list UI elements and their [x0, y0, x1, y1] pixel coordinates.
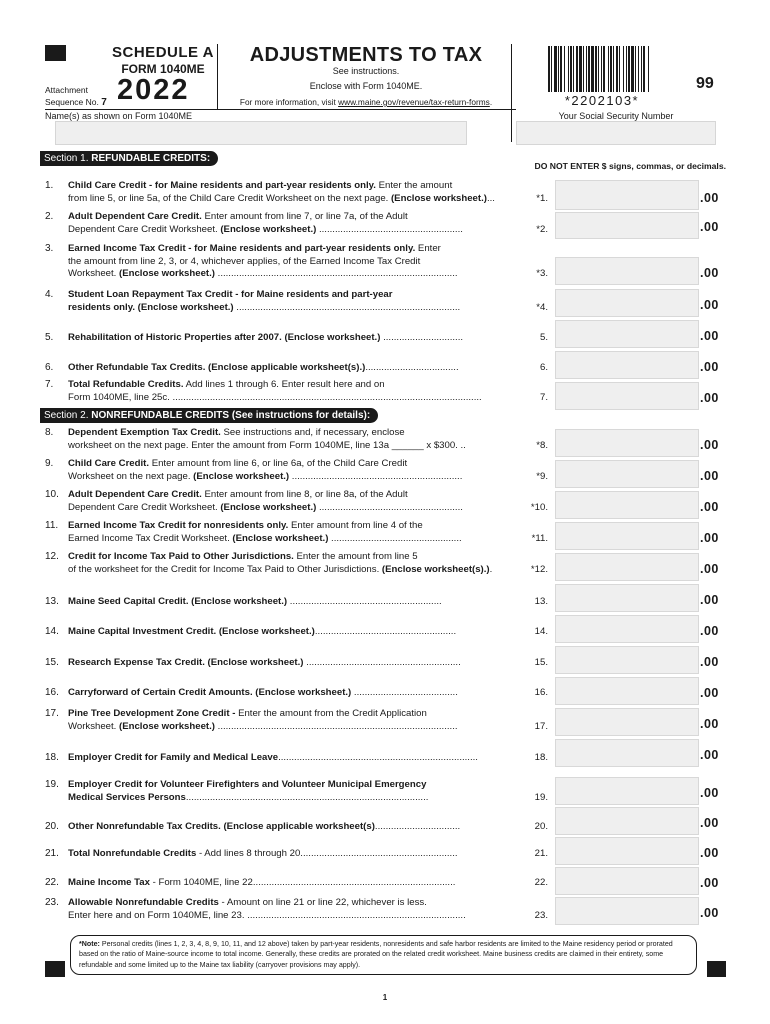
- line-number: 1.: [45, 180, 54, 191]
- line-reference: *8.: [536, 439, 548, 451]
- line-bold-text: Student Loan Repayment Tax Credit - for Maine residents and part-year: [68, 289, 393, 300]
- amount-input-line-20[interactable]: [555, 807, 699, 835]
- line-text: [68, 877, 548, 890]
- line-number: 16.: [45, 687, 59, 698]
- line-reference: 22.: [534, 877, 548, 888]
- line-reference: *9.: [536, 470, 548, 482]
- line-row: [68, 458, 548, 471]
- line-reference: 15.: [534, 657, 548, 668]
- line-plain-text: Enter the amount from line 5: [293, 551, 418, 562]
- leader-dots: ..........................................................................................: [214, 268, 458, 280]
- line-text: [68, 848, 548, 861]
- more-info: [222, 97, 510, 107]
- sequence-label: Sequence No.: [45, 97, 99, 107]
- amount-input-line-6[interactable]: [555, 351, 699, 379]
- amount-input-line-4[interactable]: [555, 289, 699, 317]
- section1-header: [40, 151, 218, 166]
- line-text: [68, 458, 548, 483]
- barcode: [548, 46, 656, 92]
- line-bold-text: Child Care Credit.: [68, 458, 150, 469]
- line-text: [68, 897, 548, 922]
- form-title: ADJUSTMENTS TO TAX: [249, 44, 483, 66]
- cents-label: .00: [700, 191, 719, 205]
- line-row: [68, 821, 526, 834]
- line-reference: 19.: [534, 791, 548, 803]
- leader-dots: ......................................................: [316, 501, 463, 513]
- line-row: [68, 379, 548, 392]
- line-number: 4.: [45, 289, 54, 300]
- line-bold-text: Child Care Credit - for Maine residents and part-year residents only.: [68, 180, 376, 191]
- section2-header: [40, 408, 378, 423]
- line-plain-text: Enter the amount: [375, 180, 453, 191]
- line-plain-text: of the worksheet for the Credit for Income Tax Paid to Other Jurisdictions.: [68, 563, 382, 575]
- line-bold-text: Dependent Exemption Tax Credit.: [68, 427, 221, 438]
- line-number: 12.: [45, 551, 59, 562]
- line-text: [68, 243, 548, 281]
- line-row: [68, 224, 526, 237]
- leader-dots: ...: [486, 192, 495, 204]
- line-reference: 23.: [534, 909, 548, 921]
- line-plain-text: See instructions and, if necessary, enclose: [220, 427, 405, 438]
- cents-label: .00: [700, 655, 719, 669]
- section1-title: REFUNDABLE CREDITS:: [91, 153, 211, 164]
- amount-input-line-7[interactable]: [555, 382, 699, 410]
- line-number: 22.: [45, 877, 59, 888]
- line-bold-text: Earned Income Tax Credit for nonresidents only.: [68, 520, 289, 531]
- line-reference: 20.: [534, 821, 548, 832]
- line-bold-text: Adult Dependent Care Credit.: [68, 489, 202, 500]
- line-row: [68, 193, 526, 206]
- line-bold-text: (Enclose worksheet.): [220, 501, 317, 513]
- barcode-number: *2202103*: [564, 93, 640, 108]
- amount-input-line-15[interactable]: [555, 646, 699, 674]
- line-reference: 7.: [539, 391, 548, 403]
- no-dollar-note: DO NOT ENTER $ signs, commas, or decimals.: [534, 161, 726, 171]
- cents-label: .00: [700, 876, 719, 890]
- amount-input-line-12[interactable]: [555, 553, 699, 581]
- line-text: [68, 332, 548, 345]
- leader-dots: ..........................................................................................: [214, 720, 458, 732]
- line-row: [68, 180, 548, 193]
- line-row: [68, 551, 548, 564]
- line-plain-text: Enter amount from line 8, or line 8a, of the Adult: [201, 489, 408, 500]
- line-number: 7.: [45, 379, 54, 390]
- line-bold-text: Credit for Income Tax Paid to Other Jurisdictions.: [68, 551, 294, 562]
- line-bold-text: (Enclose worksheet.): [390, 192, 487, 204]
- leader-dots: ....................................................................................: [233, 301, 461, 313]
- line-text: [68, 657, 548, 670]
- cents-label: .00: [700, 531, 719, 545]
- cents-label: .00: [700, 748, 719, 762]
- note-text: Personal credits (lines 1, 2, 3, 4, 8, 9, 10, 11, and 12 above) taken by part-year residents, nonresidents and safe harbor residents are limited to the Maine residency period or prorated based on the ratio of Maine-source income to total income. Generally, these credits are prorated on the related credit worksheet. Maine business credits are claimed in their entirety, some refundable and some limited up to the Maine tax liability (carryover provisions may apply).: [79, 940, 673, 969]
- corner-mark-top-left: [45, 45, 66, 61]
- section1-prefix: Section 1.: [44, 153, 92, 164]
- line-bold-text: Other Nonrefundable Tax Credits. (Enclose applicable worksheet(s): [68, 821, 375, 832]
- line-row: [68, 489, 548, 502]
- leader-dots: ..........................................................: [303, 657, 461, 668]
- cents-label: .00: [700, 266, 719, 280]
- line-bold-text: Maine Seed Capital Credit. (Enclose worksheet.): [68, 596, 288, 607]
- line-number: 5.: [45, 332, 54, 343]
- cents-label: .00: [700, 438, 719, 452]
- line-row: [68, 626, 526, 639]
- line-row: [68, 289, 548, 302]
- line-number: 6.: [45, 362, 54, 373]
- more-info-prefix: For more information, visit: [239, 97, 339, 107]
- line-bold-text: Adult Dependent Care Credit.: [68, 211, 202, 222]
- cents-label: .00: [700, 816, 719, 830]
- amount-input-line-14[interactable]: [555, 615, 699, 643]
- line-bold-text: Employer Credit for Family and Medical Leave: [68, 752, 279, 763]
- line-plain-text: Dependent Care Credit Worksheet.: [68, 501, 221, 513]
- line-row: [68, 897, 548, 910]
- amount-input-line-8[interactable]: [555, 429, 699, 457]
- corner-mark-bottom-left: [45, 961, 65, 977]
- cents-label: .00: [700, 298, 719, 312]
- line-bold-text: Maine Income Tax: [68, 877, 150, 888]
- amount-input-line-10[interactable]: [555, 491, 699, 519]
- form-code: 99: [696, 75, 714, 92]
- line-reference: *12.: [530, 563, 548, 575]
- line-bold-text: Allowable Nonrefundable Credits: [68, 897, 219, 908]
- line-text: [68, 779, 548, 804]
- line-text: [68, 520, 548, 545]
- line-row: [68, 440, 526, 453]
- line-plain-text: Worksheet on the next page.: [68, 470, 194, 482]
- line-text: [68, 626, 548, 639]
- line-row: [68, 848, 526, 861]
- line-number: 3.: [45, 243, 54, 254]
- line-bold-text: Total Nonrefundable Credits: [68, 848, 197, 859]
- amount-input-line-3[interactable]: [555, 257, 699, 285]
- amount-input-line-17[interactable]: [555, 708, 699, 736]
- sequence-line: [45, 96, 107, 109]
- line-row: [68, 708, 548, 721]
- line-row: [68, 596, 526, 609]
- leader-dots: ...........................................................................: [278, 752, 478, 763]
- section2-prefix: Section 2.: [44, 410, 92, 421]
- line-row: [68, 302, 526, 315]
- line-number: 9.: [45, 458, 54, 469]
- line-row: [68, 752, 526, 765]
- line-text: [68, 489, 548, 514]
- line-bold-text: Research Expense Tax Credit. (Enclose worksheet.): [68, 657, 304, 668]
- line-reference: *11.: [531, 532, 548, 544]
- line-plain-text: Worksheet.: [68, 268, 120, 280]
- amount-input-line-18[interactable]: [555, 739, 699, 767]
- line-reference: 5.: [539, 332, 548, 343]
- line-reference: 6.: [539, 362, 548, 373]
- line-reference: 16.: [534, 687, 548, 698]
- line-plain-text: from line 5, or line 5a, of the Child Care Credit Worksheet on the next page.: [68, 192, 391, 204]
- amount-input-line-13[interactable]: [555, 584, 699, 612]
- line-text: [68, 379, 548, 404]
- leader-dots: .........................................................: [287, 596, 442, 607]
- line-bold-text: (Enclose worksheet(s).): [381, 563, 490, 575]
- line-row: [68, 721, 526, 734]
- note-box: [70, 935, 697, 975]
- more-info-suffix: .: [489, 97, 493, 107]
- amount-input-line-1[interactable]: [555, 180, 699, 210]
- line-text: [68, 708, 548, 733]
- cents-label: .00: [700, 329, 719, 343]
- line-reference: *10.: [530, 501, 548, 513]
- line-number: 19.: [45, 779, 59, 790]
- leader-dots: .....................................................: [314, 626, 457, 637]
- line-reference: 21.: [534, 848, 548, 859]
- corner-mark-bottom-right: [707, 961, 726, 977]
- form-label: FORM 1040ME: [121, 62, 205, 76]
- line-number: 18.: [45, 752, 59, 763]
- leader-dots: ...................................: [365, 362, 459, 373]
- line-plain-text: - Form 1040ME, line 22: [149, 877, 253, 888]
- line-plain-text: Add lines 1 through 6. Enter result here and on: [183, 379, 385, 390]
- line-number: 10.: [45, 489, 59, 500]
- line-bold-text: Medical Services Persons: [68, 791, 186, 803]
- line-number: 8.: [45, 427, 54, 438]
- amount-input-line-9[interactable]: [555, 460, 699, 488]
- line-text: [68, 596, 548, 609]
- line-bold-text: Carryforward of Certain Credit Amounts. (Enclose worksheet.): [68, 687, 352, 698]
- website-link[interactable]: www.maine.gov/revenue/tax-return-forms: [338, 97, 490, 107]
- line-reference: 17.: [534, 720, 548, 732]
- line-row: [68, 564, 526, 577]
- leader-dots: ................................: [374, 821, 461, 832]
- line-number: 11.: [45, 520, 59, 531]
- line-row: [68, 268, 526, 281]
- line-number: 15.: [45, 657, 59, 668]
- line-number: 21.: [45, 848, 59, 859]
- line-bold-text: Other Refundable Tax Credits. (Enclose applicable worksheet(s).): [68, 362, 366, 373]
- line-plain-text: Form 1040ME, line 25c.: [68, 391, 173, 403]
- line-row: [68, 471, 526, 484]
- line-reference: 14.: [534, 626, 548, 637]
- header-divider-1: [217, 44, 218, 110]
- cents-label: .00: [700, 220, 719, 234]
- line-bold-text: (Enclose worksheet.): [232, 532, 329, 544]
- line-number: 14.: [45, 626, 59, 637]
- line-row: [68, 256, 548, 269]
- line-row: [68, 779, 548, 792]
- line-plain-text: the amount from line 2, 3, or 4, whichever applies, of the Earned Income Tax Credit: [68, 255, 421, 267]
- line-row: [68, 657, 526, 670]
- ssn-label: Your Social Security Number: [558, 111, 674, 121]
- amount-input-line-2[interactable]: [555, 212, 699, 239]
- sequence-number: 7: [101, 97, 107, 108]
- line-text: [68, 821, 548, 834]
- attachment-label: Attachment: [45, 85, 88, 95]
- line-reference: 18.: [534, 752, 548, 763]
- line-bold-text: residents only. (Enclose worksheet.): [68, 301, 234, 313]
- line-row: [68, 502, 526, 515]
- cents-label: .00: [700, 717, 719, 731]
- attachment-sequence: [45, 84, 107, 109]
- cents-label: .00: [700, 360, 719, 374]
- header-bottom-rule: [45, 109, 516, 110]
- line-row: [68, 792, 526, 805]
- line-plain-text: - Add lines 8 through 20: [196, 848, 301, 859]
- ssn-input[interactable]: [516, 121, 716, 145]
- line-bold-text: (Enclose worksheet.): [220, 223, 317, 235]
- line-text: [68, 362, 548, 375]
- leader-dots: ...........................................................................................: [185, 791, 429, 803]
- barcode-bar: [649, 46, 650, 92]
- line-row: [68, 392, 526, 405]
- leader-dots: ......................................................: [316, 223, 463, 235]
- name-input[interactable]: [55, 121, 467, 145]
- line-bold-text: Pine Tree Development Zone Credit -: [68, 708, 236, 719]
- line-plain-text: Enter amount from line 7, or line 7a, of the Adult: [201, 211, 408, 222]
- enclose-note: Enclose with Form 1040ME.: [309, 81, 423, 91]
- leader-dots: ...........................................................: [300, 848, 458, 859]
- line-row: [68, 910, 526, 923]
- line-plain-text: Enter here and on Form 1040ME, line 23.: [68, 909, 248, 921]
- line-number: 20.: [45, 821, 59, 832]
- line-row: [68, 533, 526, 546]
- see-instructions: See instructions.: [332, 66, 400, 76]
- line-row: [68, 332, 526, 345]
- line-plain-text: Enter the amount from the Credit Application: [235, 708, 427, 719]
- line-plain-text: Enter amount from line 6, or line 6a, of the Child Care Credit: [149, 458, 408, 469]
- line-plain-text: Enter amount from line 4 of the: [288, 520, 423, 531]
- line-reference: 13.: [534, 596, 548, 607]
- line-text: [68, 211, 548, 236]
- line-plain-text: - Amount on line 21 or line 22, whichever is less.: [218, 897, 427, 908]
- line-text: [68, 752, 548, 765]
- cents-label: .00: [700, 469, 719, 483]
- line-plain-text: Worksheet.: [68, 720, 120, 732]
- line-bold-text: Rehabilitation of Historic Properties after 2007. (Enclose worksheet.): [68, 332, 381, 343]
- schedule-label: SCHEDULE A: [112, 44, 214, 61]
- line-bold-text: Total Refundable Credits.: [68, 379, 184, 390]
- leader-dots: .................................................: [328, 532, 462, 544]
- name-label: Name(s) as shown on Form 1040ME: [45, 111, 193, 121]
- line-reference: *1.: [536, 192, 548, 204]
- leader-dots: ..............................: [380, 332, 464, 343]
- amount-input-line-16[interactable]: [555, 677, 699, 705]
- amount-input-line-11[interactable]: [555, 522, 699, 550]
- line-number: 23.: [45, 897, 59, 908]
- line-plain-text: Enter: [415, 243, 441, 254]
- amount-input-line-19[interactable]: [555, 777, 699, 805]
- leader-dots: ..................................................................................: [247, 909, 466, 921]
- line-row: [68, 243, 548, 256]
- cents-label: .00: [700, 846, 719, 860]
- note-label: *Note:: [79, 940, 100, 948]
- amount-input-line-5[interactable]: [555, 320, 699, 348]
- cents-label: .00: [700, 906, 719, 920]
- cents-label: .00: [700, 624, 719, 638]
- line-row: [68, 211, 548, 224]
- cents-label: .00: [700, 593, 719, 607]
- line-plain-text: Earned Income Tax Credit Worksheet.: [68, 532, 233, 544]
- cents-label: .00: [700, 786, 719, 800]
- amount-input-line-22[interactable]: [555, 867, 699, 895]
- line-number: 2.: [45, 211, 54, 222]
- leader-dots: .......................................: [351, 687, 458, 698]
- line-bold-text: Employer Credit for Volunteer Firefighters and Volunteer Municipal Emergency: [68, 779, 427, 790]
- line-row: [68, 362, 526, 375]
- line-row: [68, 520, 548, 533]
- amount-input-line-23[interactable]: [555, 897, 699, 925]
- line-bold-text: (Enclose worksheet.): [193, 470, 290, 482]
- cents-label: .00: [700, 391, 719, 405]
- cents-label: .00: [700, 686, 719, 700]
- line-row: [68, 877, 526, 890]
- line-row: [68, 687, 526, 700]
- line-row: [68, 427, 548, 440]
- line-reference: *3.: [536, 268, 548, 280]
- line-plain-text: Dependent Care Credit Worksheet.: [68, 223, 221, 235]
- line-bold-text: Earned Income Tax Credit - for Maine residents and part-year residents only.: [68, 243, 416, 254]
- amount-input-line-21[interactable]: [555, 837, 699, 865]
- line-text: [68, 551, 548, 576]
- line-bold-text: (Enclose worksheet.): [119, 268, 215, 280]
- line-bold-text: (Enclose worksheet.): [119, 720, 215, 732]
- line-reference: *4.: [536, 301, 548, 313]
- line-text: [68, 687, 548, 700]
- leader-dots: .: [489, 563, 493, 575]
- section2-title: NONREFUNDABLE CREDITS (See instructions for details):: [91, 410, 371, 421]
- line-number: 13.: [45, 596, 59, 607]
- leader-dots: ............................................................................: [252, 877, 456, 888]
- leader-dots: ................................................................: [289, 470, 463, 482]
- line-text: [68, 180, 548, 205]
- cents-label: .00: [700, 562, 719, 576]
- line-plain-text: worksheet on the next page. Enter the amount from Form 1040ME, line 13a ______ x $300. ..: [68, 439, 466, 451]
- page-number: 1: [382, 993, 388, 1002]
- line-reference: *2.: [536, 223, 548, 235]
- line-bold-text: Maine Capital Investment Credit. (Enclose worksheet.): [68, 626, 315, 637]
- tax-year: 2022: [117, 74, 190, 106]
- line-text: [68, 289, 548, 314]
- line-number: 17.: [45, 708, 59, 719]
- line-text: [68, 427, 548, 452]
- cents-label: .00: [700, 500, 719, 514]
- leader-dots: ....................................................................................................................: [172, 391, 482, 403]
- header-divider-2: [511, 44, 512, 142]
